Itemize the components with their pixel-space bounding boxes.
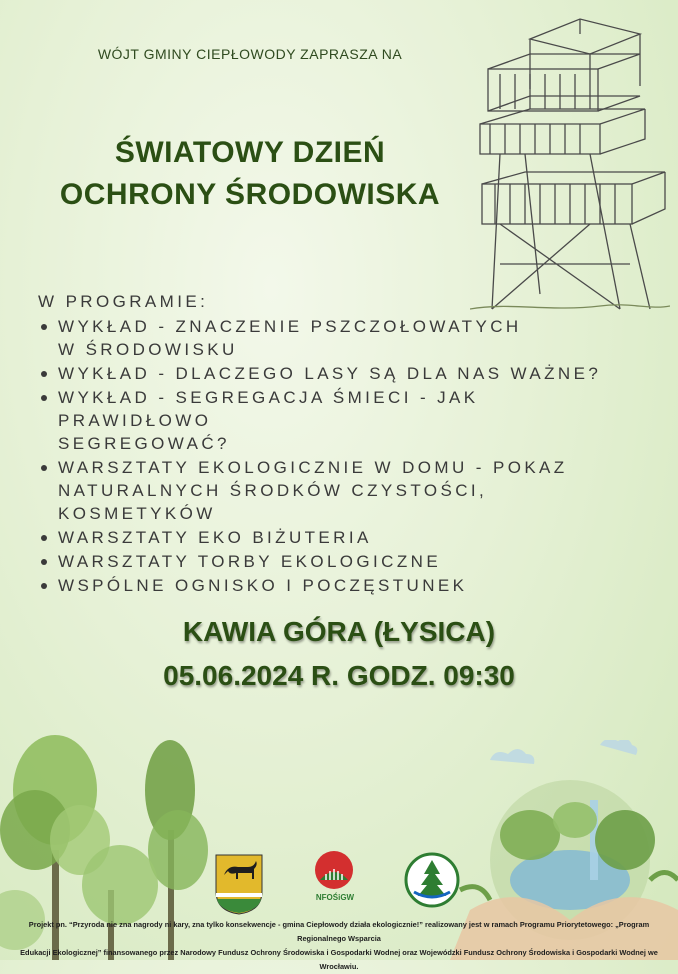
program-item-text: WARSZTATY EKOLOGICZNIE W DOMU - POKAZ xyxy=(58,458,568,477)
title-line-2: OCHRONY ŚRODOWISKA xyxy=(59,178,441,211)
bullet-icon xyxy=(41,535,47,541)
bullet-icon xyxy=(41,324,47,330)
inviter-line: WÓJT GMINY CIEPŁOWODY ZAPRASZA NA xyxy=(97,46,403,62)
program-item xyxy=(38,574,638,597)
program-heading: W PROGRAMIE: xyxy=(38,292,209,311)
program-section xyxy=(38,290,638,598)
program-item xyxy=(38,456,638,525)
program-item-text: WYKŁAD - DLACZEGO LASY SĄ DLA NAS WAŻNE? xyxy=(58,364,602,383)
bullet-icon xyxy=(41,465,47,471)
bullet-icon xyxy=(41,371,47,377)
event-datetime: 05.06.2024 R. GODZ. 09:30 xyxy=(163,660,515,691)
partner-logos xyxy=(0,850,678,920)
program-item-text: WARSZTATY TORBY EKOLOGICZNE xyxy=(58,552,442,571)
program-item xyxy=(38,362,638,385)
program-list xyxy=(38,315,638,597)
program-item xyxy=(38,550,638,573)
bullet-icon xyxy=(41,583,47,589)
watchtower-sketch xyxy=(470,14,670,314)
program-item-text-cont: SEGREGOWAĆ? xyxy=(58,434,230,453)
event-title xyxy=(0,132,500,216)
program-item xyxy=(38,526,638,549)
footer-line-1: Projekt pn. “Przyroda nie zna nagrody ni kary, zna tylko konsekwencje - gmina Ciepłowody działa ekologicznie!” realizowany jest w ramach Programu Priorytetowego: „Program Regionalnego Wsparcia xyxy=(28,920,650,943)
bullet-icon xyxy=(41,395,47,401)
project-footer xyxy=(10,918,668,974)
program-item-text: WSPÓLNE OGNISKO I POCZĘSTUNEK xyxy=(58,576,468,595)
wfosigw-logo xyxy=(404,852,460,908)
program-item xyxy=(38,315,638,361)
program-item-text: WARSZTATY EKO BIŻUTERIA xyxy=(58,528,372,547)
program-item-text-cont: W ŚRODOWISKU xyxy=(58,340,238,359)
program-item xyxy=(38,386,638,455)
footer-line-2: Edukacji Ekologicznej” finansowanego przez Narodowy Fundusz Ochrony Środowiska i Gospodarki Wodnej oraz Wojewódzki Fundusz Ochrony Środowiska i Gospodarki Wodnej we Wrocławiu. xyxy=(20,948,658,971)
program-item-text-cont: NATURALNYCH ŚRODKÓW CZYSTOŚCI, KOSMETYKÓW xyxy=(58,481,488,523)
bullet-icon xyxy=(41,559,47,565)
nfosigw-label: NFOŚiGW xyxy=(315,893,355,902)
program-item-text: WYKŁAD - SEGREGACJA ŚMIECI - JAK PRAWIDŁOWO xyxy=(58,388,479,430)
event-place: KAWIA GÓRA (ŁYSICA) xyxy=(182,616,496,647)
gmina-coat-of-arms-logo xyxy=(214,853,264,915)
event-details xyxy=(0,610,678,698)
title-line-1: ŚWIATOWY DZIEŃ xyxy=(114,136,386,169)
program-item-text: WYKŁAD - ZNACZENIE PSZCZOŁOWATYCH xyxy=(58,317,522,336)
